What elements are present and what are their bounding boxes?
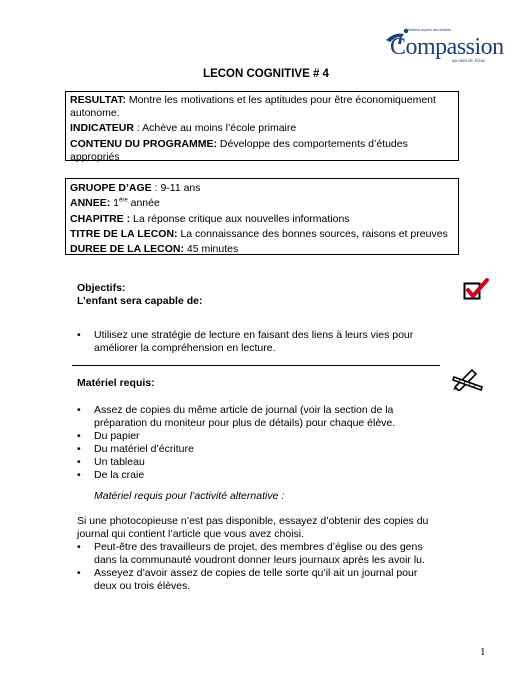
objectifs-heading — [77, 282, 437, 295]
materiel-item — [77, 404, 442, 430]
indicateur-label: INDICATEUR — [70, 122, 134, 135]
materiel-item-text: Un tableau — [94, 456, 145, 468]
bullet-dot: • — [77, 456, 81, 468]
resultat-line — [70, 94, 454, 120]
groupe-text: : 9-11 ans — [151, 182, 201, 194]
materiel-item-text: Assez de copies du même article de journal (voir la section de la préparation du moniteur pour plus de détails) pour chaque élève. — [94, 404, 396, 429]
alt-item — [77, 541, 442, 567]
objectifs-subheading-text: L’enfant sera capable de: — [77, 295, 203, 307]
chapitre-line — [70, 213, 454, 226]
annee-label: ANNEE: — [70, 197, 111, 210]
objectif-item — [77, 329, 442, 355]
resultat-text: Montre les motivations et les aptitudes pour être économiquement autonome. — [70, 94, 436, 119]
indicateur-line — [70, 122, 454, 135]
logo-small-text: Ministère auprès des enfants — [406, 28, 451, 32]
objectifs-subheading — [77, 295, 437, 308]
duree-label: DUREE DE LA LECON: — [70, 243, 184, 256]
duree-text: 45 minutes — [183, 243, 239, 256]
annee-text: année — [127, 197, 160, 210]
chapitre-label: CHAPITRE : — [70, 212, 131, 225]
annee-line — [70, 197, 454, 210]
contenu-text: Développe des comportements d’études appropriés — [70, 137, 408, 163]
annee-sup: ère — [119, 197, 128, 204]
page-title: LECON COGNITIVE # 4 — [203, 68, 329, 80]
materiel-heading — [77, 377, 437, 390]
titre-text: La connaissance des bonnes sources, raisons et preuves — [177, 227, 448, 240]
checkbox-check-icon — [463, 278, 489, 302]
compassion-logo — [380, 28, 504, 70]
materiel-item — [77, 456, 442, 469]
pencil-ruler-icon — [452, 365, 486, 391]
bullet-dot: • — [77, 329, 81, 341]
bullet-dot: • — [77, 541, 81, 553]
alt-item-text: Asseyez d’avoir assez de copies de telle sorte qu’il ait un journal pour deux ou trois élèves. — [94, 567, 418, 592]
materiel-item-text: De la craie — [94, 469, 145, 481]
materiel-heading-text: Matériel requis: — [77, 377, 155, 389]
bullet-dot: • — [77, 443, 81, 455]
section-divider — [72, 365, 440, 366]
titre-line — [70, 228, 454, 241]
lesson-info-box — [65, 178, 459, 255]
indicateur-text: : Achève au moins l’école primaire — [133, 122, 297, 135]
logo-tagline: au nom de Jésus — [452, 59, 485, 64]
outcome-box — [65, 91, 459, 161]
alt-intro-paragraph: Si une photocopieuse n’est pas disponible, essayez d’obtenir des copies du journal qui contient l’article que vous avez choisi. — [77, 515, 429, 540]
materiel-item-text: Du papier — [94, 430, 140, 442]
contenu-label: CONTENU DU PROGRAMME: — [70, 137, 217, 150]
objectifs-heading-text: Objectifs: — [77, 282, 126, 294]
alt-materiel-heading-text: Matériel requis pour l’activité alternative : — [94, 490, 285, 502]
groupe-line — [70, 182, 454, 195]
bullet-dot: • — [77, 430, 81, 442]
alt-item — [77, 567, 442, 593]
alt-item-text: Peut-être des travailleurs de projet, des membres d’église ou des gens dans la communauté voudront donner leurs journaux après les avoir lu. — [94, 541, 425, 566]
annee-num: 1 — [110, 197, 120, 210]
page-number: 1 — [480, 646, 486, 658]
bullet-dot: • — [77, 404, 81, 416]
bullet-dot: • — [77, 469, 81, 481]
materiel-item — [77, 430, 442, 443]
resultat-label: RESULTAT: — [70, 94, 126, 106]
logo-wordmark: Compassion — [390, 34, 504, 60]
materiel-item — [77, 443, 442, 456]
groupe-label: GRUOPE D’AGE — [70, 182, 152, 194]
chapitre-text: La réponse critique aux nouvelles informations — [130, 212, 350, 225]
titre-label: TITRE DE LA LECON: — [70, 227, 178, 240]
materiel-item — [77, 469, 442, 482]
contenu-line — [70, 138, 454, 164]
alt-materiel-heading — [94, 490, 454, 503]
duree-line — [70, 243, 454, 256]
bullet-dot: • — [77, 567, 81, 579]
objectif-item-text: Utilisez une stratégie de lecture en faisant des liens à leurs vies pour améliorer la compréhension en lecture. — [94, 329, 414, 354]
materiel-item-text: Du matériel d’écriture — [94, 443, 194, 455]
